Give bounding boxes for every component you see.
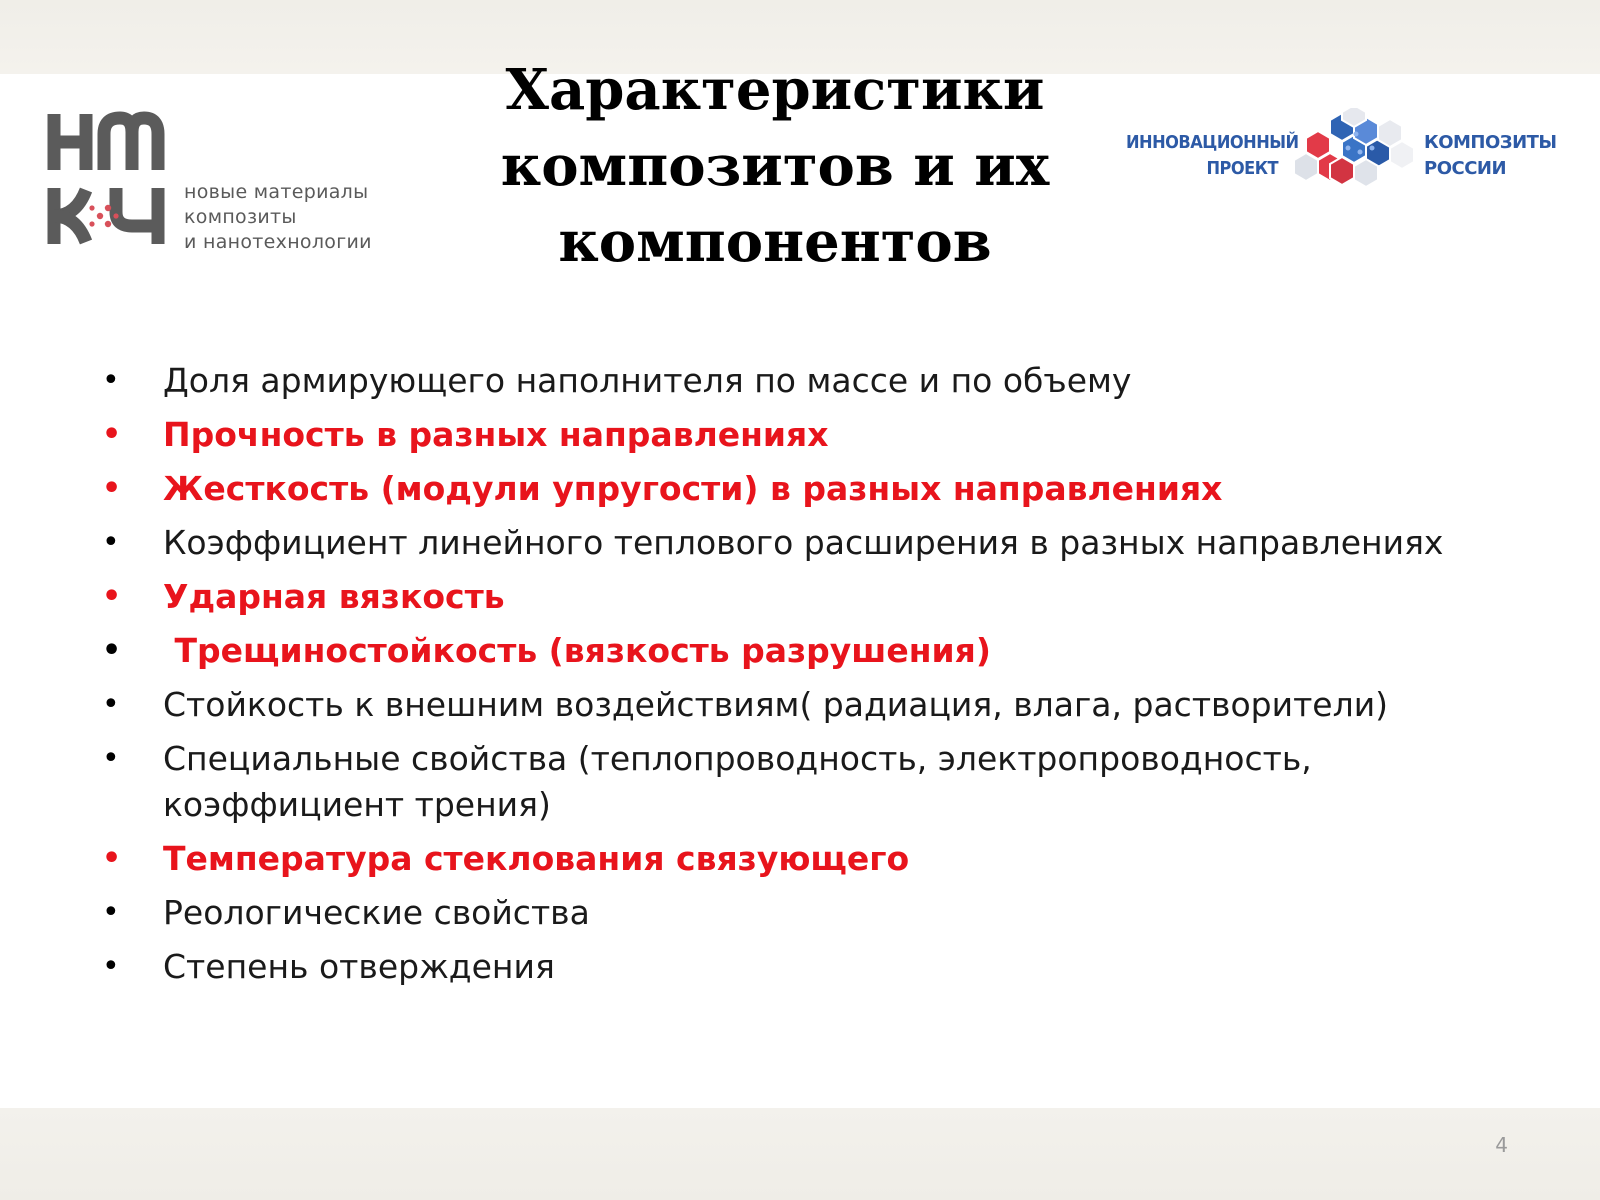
list-item [100, 628, 1540, 674]
bullet-dot-icon: • [102, 895, 120, 930]
list-item-text: Специальные свойства (теплопроводность, электропроводность, коэффициент трения) [163, 739, 1312, 824]
bottom-band [0, 1108, 1600, 1200]
bullet-dot-icon: • [102, 633, 122, 668]
slide-title-line-2: композитов и их [500, 133, 1050, 199]
list-item-text: Ударная вязкость [163, 577, 505, 616]
list-item [100, 520, 1540, 566]
nmk-logo-line-3: и нанотехнологии [184, 231, 372, 253]
list-item-text: Коэффициент линейного теплового расширения в разных направлениях [163, 523, 1444, 562]
logo-right-right-line-2: РОССИИ [1424, 158, 1507, 179]
list-item [100, 836, 1540, 882]
slide-title [480, 52, 1070, 280]
list-item [100, 736, 1453, 828]
bullet-dot-icon: • [102, 525, 120, 560]
bullet-dot-icon: • [102, 363, 120, 398]
list-item [100, 466, 1540, 512]
list-item [100, 682, 1540, 728]
list-item-text: Температура стеклования связующего [163, 839, 910, 878]
page-number: 4 [1495, 1133, 1508, 1157]
composites-russia-logo [1126, 108, 1557, 198]
logo-right-left-line-2: ПРОЕКТ [1206, 158, 1278, 179]
bullet-dot-icon: • [102, 741, 120, 776]
bullet-dot-icon: • [102, 687, 120, 722]
nmk-logo [46, 108, 396, 258]
hexagon-cluster-icon [1286, 108, 1418, 198]
list-item [100, 358, 1540, 404]
list-item [100, 574, 1540, 620]
list-item [100, 412, 1540, 458]
slide-title-line-3: компонентов [558, 209, 992, 275]
nmk-logo-line-1: новые материалы [184, 181, 369, 203]
list-item-text: Стойкость к внешним воздействиям( радиация, влага, растворители) [163, 685, 1389, 724]
logo-right-right-line-1: КОМПОЗИТЫ [1424, 132, 1557, 153]
list-item-text: Прочность в разных направлениях [163, 415, 829, 454]
list-item-text: Степень отверждения [163, 947, 555, 986]
bullet-dot-icon: • [102, 471, 122, 506]
bullet-dot-icon: • [102, 841, 122, 876]
slide-title-line-1: Характеристики [505, 57, 1045, 123]
list-item-text: Жесткость (модули упругости) в разных направлениях [163, 469, 1223, 508]
bullet-dot-icon: • [102, 417, 122, 452]
logo-right-right-text [1424, 130, 1557, 182]
list-item [100, 890, 1540, 936]
list-item [100, 944, 1540, 990]
nmk-logo-text [184, 180, 372, 255]
characteristics-list [100, 358, 1540, 998]
bullet-dot-icon: • [102, 579, 122, 614]
nmk-logo-line-2: композиты [184, 206, 297, 228]
list-item-text: Реологические свойства [163, 893, 590, 932]
logo-right-left-line-1: ИННОВАЦИОННЫЙ [1126, 132, 1299, 153]
list-item-text: Трещиностойкость (вязкость разрушения) [163, 631, 991, 670]
list-item-text: Доля армирующего наполнителя по массе и по объему [163, 361, 1132, 400]
nmk-logo-mark-icon [46, 108, 166, 248]
bullet-dot-icon: • [102, 949, 120, 984]
logo-right-left-text [1126, 130, 1299, 182]
